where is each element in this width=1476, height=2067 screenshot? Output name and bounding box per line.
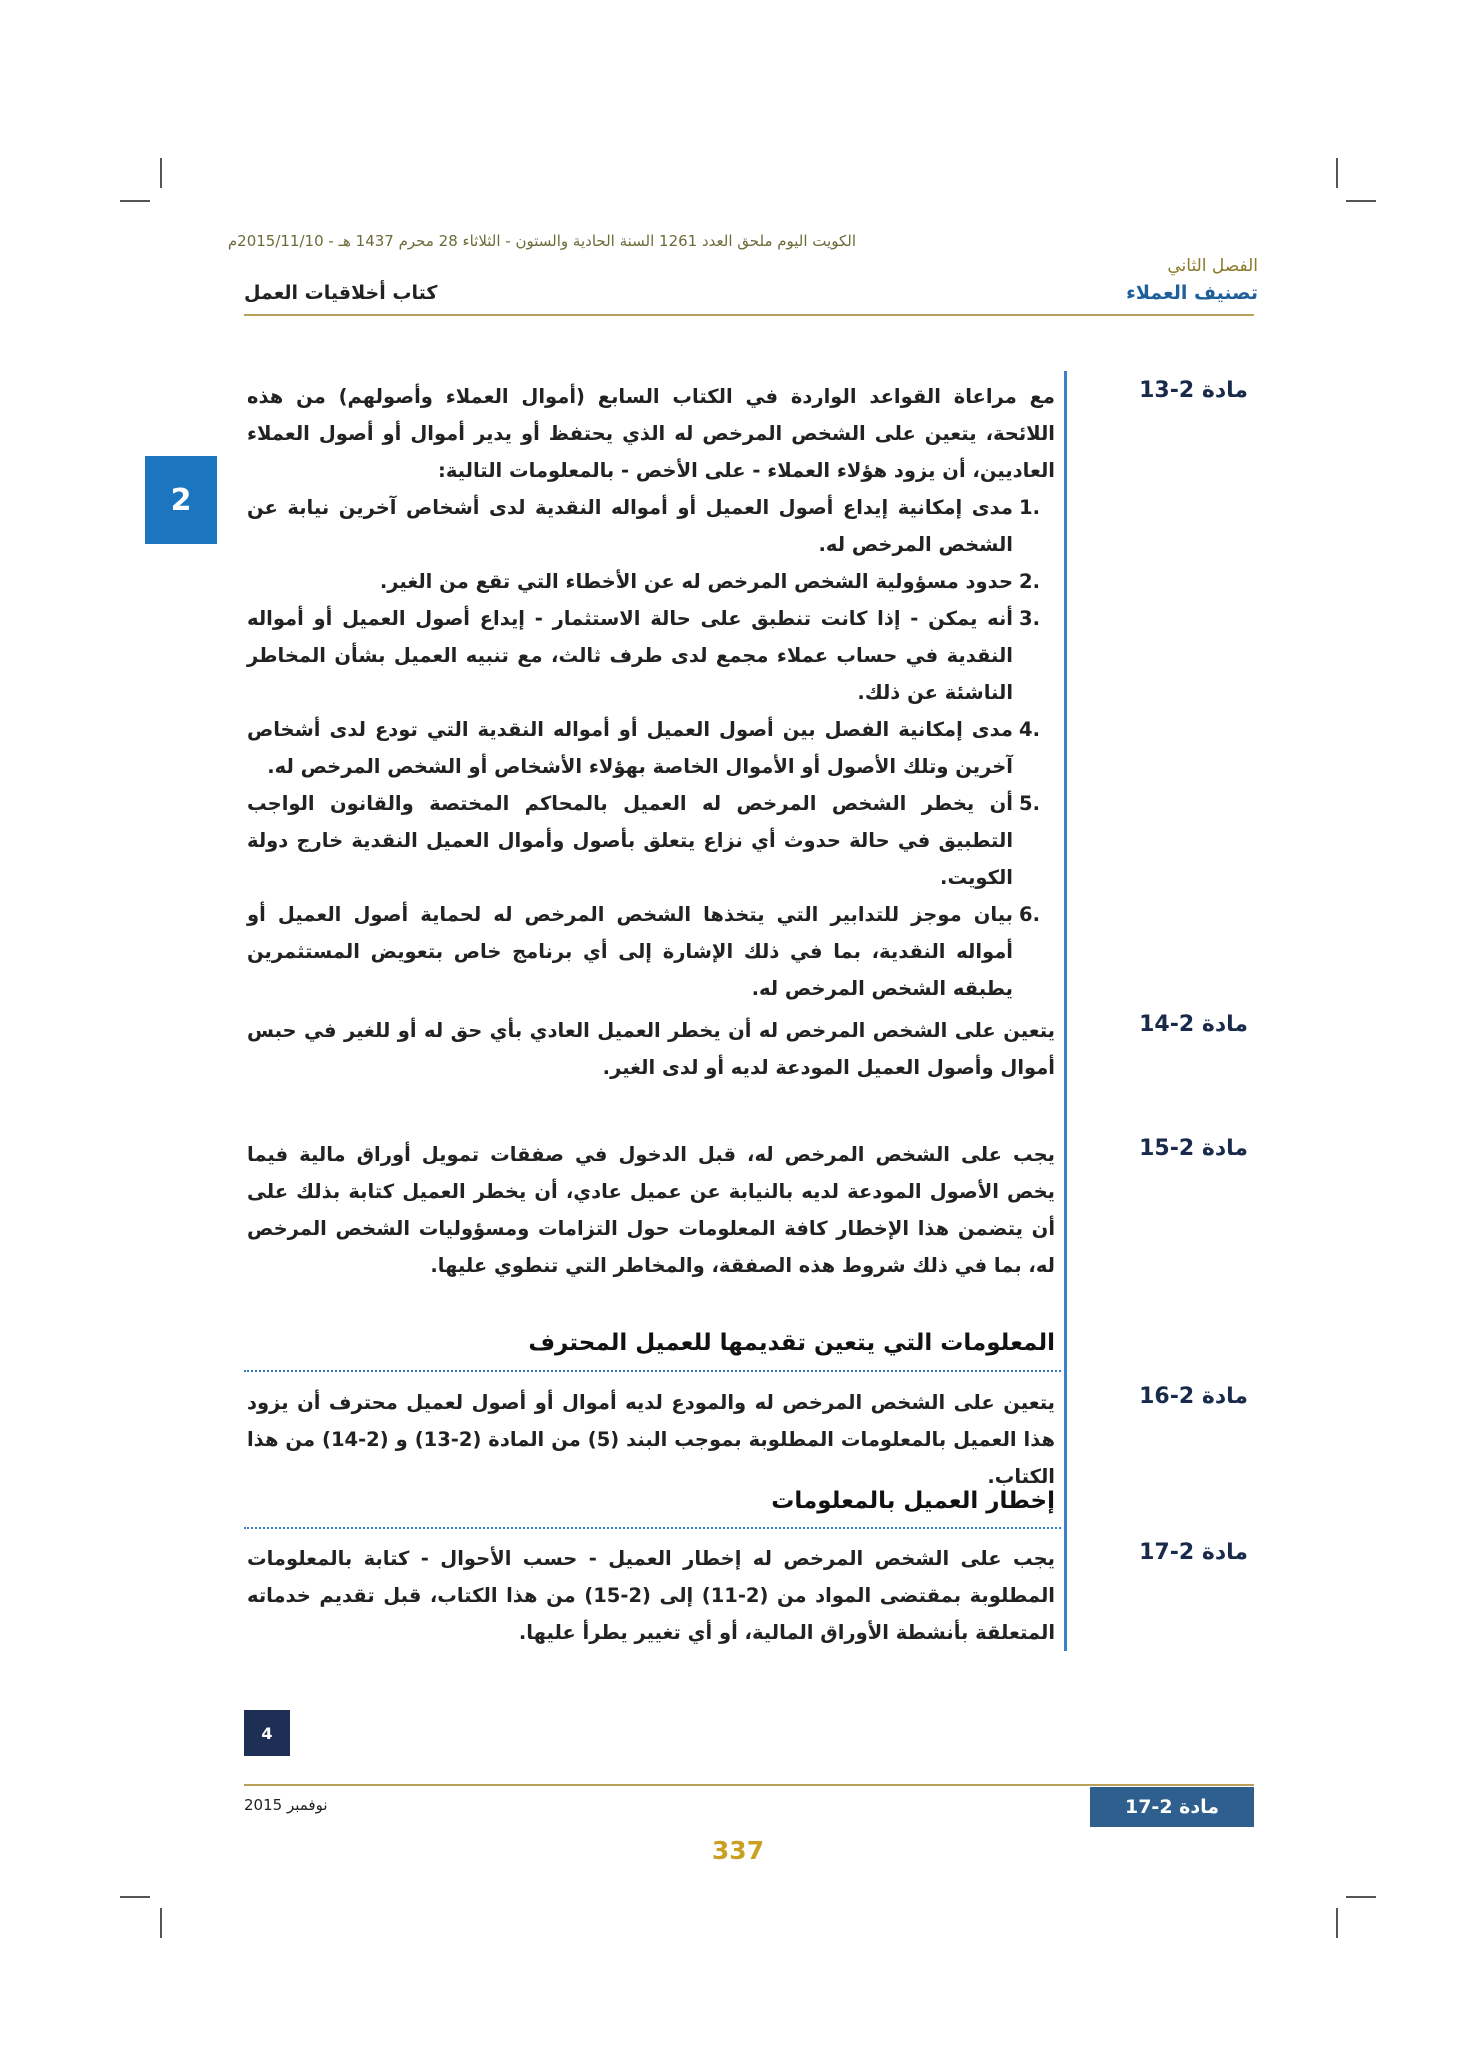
article-body-15: يجب على الشخص المرخص له، قبل الدخول في صفقات تمويل أوراق مالية فيما يخص الأصول المودعة لديه بالنيابة عن عميل عادي، أن يخطر العميل كتابة بذلك على أن يتضمن هذا الإخطار كافة المعلومات حول التزامات ومسؤوليات الشخص المرخص له، بما في ذلك شروط هذه الصفقة، والمخاطر التي تنطوي عليها.: [247, 1143, 1055, 1277]
header-rule: [244, 314, 1254, 316]
article-label-17: مادة 2-17: [1139, 1540, 1248, 1565]
list-number: .2: [1019, 570, 1040, 593]
list-text: أن يخطر الشخص المرخص له العميل بالمحاكم المختصة والقانون الواجب التطبيق في حالة حدوث أي نزاع يتعلق بأصول وأموال العميل النقدية خارج دولة الكويت.: [247, 792, 1013, 889]
list-text: أنه يمكن - إذا كانت تنطبق على حالة الاستثمار - إيداع أصول العميل أو أمواله النقدية في حساب عملاء مجمع لدى طرف ثالث، مع تنبيه العميل بشأن المخاطر الناشئة عن ذلك.: [247, 607, 1013, 704]
article-body-14: يتعين على الشخص المرخص له أن يخطر العميل العادي بأي حق له أو للغير في حبس أموال وأصول العميل المودعة لديه أو لدى الغير.: [247, 1019, 1055, 1079]
section-heading-professional-client: المعلومات التي يتعين تقديمها للعميل المحترف: [528, 1330, 1055, 1356]
chapter-subtitle: تصنيف العملاء: [1126, 282, 1258, 304]
list-text: حدود مسؤولية الشخص المرخص له عن الأخطاء التي تقع من الغير.: [379, 570, 1013, 593]
crop-mark: [1336, 158, 1338, 188]
article-list: [247, 489, 1055, 1007]
book-title: كتاب أخلاقيات العمل: [244, 282, 438, 304]
section-tab: 2: [145, 456, 217, 544]
article-label-13: مادة 2-13: [1139, 378, 1248, 403]
dotted-rule: [244, 1527, 1061, 1529]
list-item: [247, 600, 1055, 711]
article-body-13: [247, 378, 1055, 1007]
crop-mark: [160, 1908, 162, 1938]
footer-date: نوفمبر 2015: [244, 1796, 328, 1814]
list-item: [247, 711, 1055, 785]
section-heading-client-notification: إخطار العميل بالمعلومات: [771, 1488, 1055, 1514]
chapter-title: الفصل الثاني: [1167, 256, 1258, 276]
crop-mark: [160, 158, 162, 188]
article-label-15: مادة 2-15: [1139, 1136, 1248, 1161]
crop-mark: [120, 1896, 150, 1898]
list-item: [247, 785, 1055, 896]
list-text: مدى إمكانية الفصل بين أصول العميل أو أمواله النقدية التي تودع لدى أشخاص آخرين وتلك الأصول أو الأموال الخاصة بهؤلاء الأشخاص أو الشخص المرخص له.: [247, 718, 1013, 778]
page-number: 337: [711, 1836, 765, 1865]
list-item: [247, 563, 1055, 600]
list-number: .1: [1019, 496, 1040, 519]
article-intro: مع مراعاة القواعد الواردة في الكتاب السابع (أموال العملاء وأصولهم) من هذه اللائحة، يتعين على الشخص المرخص له الذي يحتفظ أو يدير أموال أو أصول العملاء العاديين، أن يزود هؤلاء العملاء - على الأخص - بالمعلومات التالية:: [247, 385, 1055, 482]
article-body-17: يجب على الشخص المرخص له إخطار العميل - حسب الأحوال - كتابة بالمعلومات المطلوبة بمقتضى المواد من (2-11) إلى (2-15) من هذا الكتاب، قبل تقديم خدماته المتعلقة بأنشطة الأوراق المالية، أو أي تغيير يطرأ عليها.: [247, 1547, 1055, 1644]
crop-mark: [120, 200, 150, 202]
crop-mark: [1336, 1908, 1338, 1938]
page-box: 4: [244, 1710, 290, 1756]
list-number: .3: [1019, 607, 1040, 630]
crop-mark: [1346, 200, 1376, 202]
crop-mark: [1346, 1896, 1376, 1898]
list-number: .4: [1019, 718, 1040, 741]
list-text: بيان موجز للتدابير التي يتخذها الشخص المرخص له لحماية أصول العميل أو أمواله النقدية، بما في ذلك الإشارة إلى أي برنامج خاص بتعويض المستثمرين يطبقه الشخص المرخص له.: [247, 903, 1013, 1000]
article-divider-line: [1064, 371, 1067, 1651]
article-body-16: يتعين على الشخص المرخص له والمودع لديه أموال أو أصول لعميل محترف أن يزود هذا العميل بالمعلومات المطلوبة بموجب البند (5) من المادة (2-13) و (2-14) من هذا الكتاب.: [247, 1391, 1055, 1488]
gazette-line: الكويت اليوم ملحق العدد 1261 السنة الحادية والستون - الثلاثاء 28 محرم 1437 هـ - 2015/11/10م: [227, 232, 856, 250]
article-label-14: مادة 2-14: [1139, 1012, 1248, 1037]
list-number: .5: [1019, 792, 1040, 815]
list-item: [247, 489, 1055, 563]
list-item: [247, 896, 1055, 1007]
article-label-16: مادة 2-16: [1139, 1384, 1248, 1409]
footer-rule: [244, 1784, 1254, 1786]
list-number: .6: [1019, 903, 1040, 926]
footer-article-box: مادة 2-17: [1090, 1787, 1254, 1827]
dotted-rule: [244, 1370, 1061, 1372]
list-text: مدى إمكانية إيداع أصول العميل أو أمواله النقدية لدى أشخاص آخرين نيابة عن الشخص المرخص له.: [247, 496, 1013, 556]
